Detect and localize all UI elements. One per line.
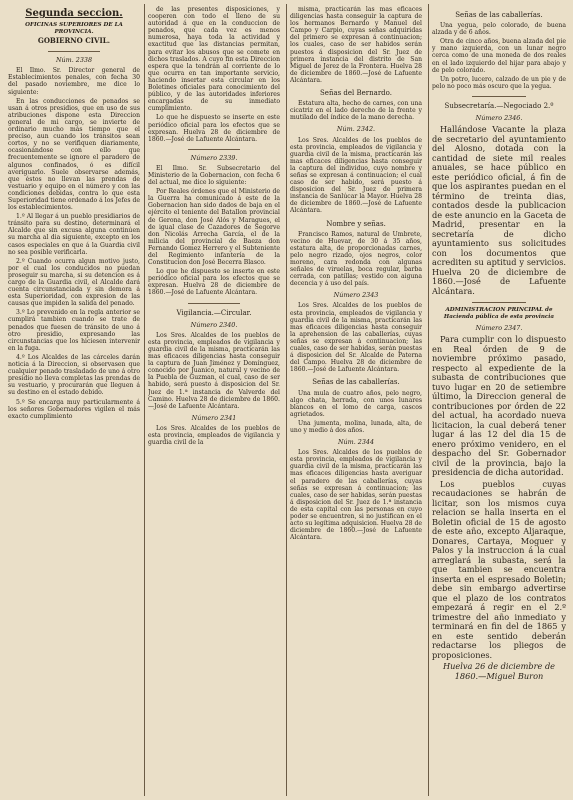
divider <box>188 303 241 304</box>
paragraph: Los pueblos cuyas recaudaciones se habrán de licitar, son los mismos cuya relacion se halla inserta en el Boletin oficial de 15 de agosto de este año, excepto Aljaraque, Donares, Cartaya, Moguer y Palos y la instruccion á la cual arreglará la subasta, será la que tambien se encuentra inserta en el espresado Boletin; debe sin embargo advertirse que el plazo de los contratos empezará á regir en el 2.º trimestre del año inmediato y terminará en fin del de 1865 y en este sentido deberán redactarse los pliegos de proposiciones. <box>432 478 566 660</box>
column-1 <box>8 6 140 422</box>
office-heading: OFICINAS SUPERIORES DE LA PROVINCIA. <box>25 22 123 35</box>
paragraph: 5.º Se encarga muy particularmente á los señores Gobernadores vigilen el más exacto cumplimiento <box>8 398 140 420</box>
divider <box>48 51 101 52</box>
paragraph: Una jumenta, molina, lunada, alta, de uno y medio á dos años. <box>290 419 422 434</box>
paragraph: Lo que he dispuesto se inserte en este periódico oficial para los efectos que se expresan. Huelva 28 de diciembre de 1860.—José de Lafuente Alcántara. <box>148 268 280 297</box>
paragraph: Los Sres. Alcaldes de los pueblos de esta provincia, empleados de vigilancia y guardia civil de la <box>148 424 280 447</box>
paragraph: Lo que he dispuesto se inserte en este periódico oficial para los efectos que se expresan. Huelva 28 de diciembre de 1860.—José de Lafuente Alcántara. <box>148 114 280 143</box>
paragraph: 2.º Cuando ocurra algun motivo justo, por el cual los conducidos no puedan proseguir su marcha, si su detencion es á cargo de la Guardia civil, el Alcalde dará cuenta circunstanciada y sin demora á esta Superioridad, con expresion de las causas que impiden la salida del penado. <box>8 257 140 308</box>
notice-number: Número 2346. <box>475 114 523 123</box>
section-title: Señas de las caballerías. <box>312 378 400 387</box>
notice-number: Número 2340. <box>190 320 238 329</box>
notice-number: Número 2343 <box>333 291 379 300</box>
paragraph: Una yegua, pelo colorado, de buena alzada y de 6 años. <box>432 22 566 37</box>
paragraph: Los Sres. Alcaldes de los pueblos de esta provincia, empleados de vigilancia y guardia civil de la misma, practicarán las mas eficaces diligencias hasta conseguir la captura de Juan Jiménez y Domínguez, conocido por Juanico, natural y vecino de la Puebla de Guzman, el cual, caso de ser habido, será puesto á disposicion del Sr. Juez de 1.ª instancia de Valverde del Camino. Huelva 28 de diciembre de 1860.—José de Lafuente Alcántara. <box>148 331 280 410</box>
column-rule <box>428 4 429 796</box>
divider <box>472 302 526 303</box>
paragraph: 3.º Lo prevenido en la regla anterior se cumplirá tambien cuando se trate de penados que fuesen de tránsito de uno á otro presidio, expresando las circunstancias que los hiciesen intervenir en la fuga. <box>8 309 140 352</box>
notice-number: Número 2339. <box>190 153 238 162</box>
column-4 <box>432 6 566 685</box>
section-title: Señas del Bernardo. <box>320 89 392 98</box>
paragraph: Estatura alta, hecho de carnes, con una cicatriz en el lado derecho de la frente y mutilado del índice de la mano derecha. <box>290 100 422 122</box>
paragraph: misma, practicarán las mas eficaces diligencias hasta conseguir la captura de los hermanos Bernardo y Manuel del Campo y Carpio, cuyas señas adquiridas del primero se expresan á continuacion; los cuales, caso de ser habidos serán puestos á disposicion del Sr. Juez de primera instancia del distrito de San Miguel de Jerez de la Frontera. Huelva 28 de diciembre de 1860.—José de Lafuente Alcántara. <box>290 6 422 84</box>
section-title: Vigilancia.—Circular. <box>176 308 252 317</box>
paragraph: de las presentes disposiciones, y cooperen con todo el lleno de su autoridad á que en la conduccion de penados, que cada vez es menos numerosa, haya toda la actividad y exactitud que las distancias permitan, para evitar los abusos que se comete en dichos traslados. A cuyo fin esta Direccion espera que la tendrán al corriente de lo que ocurra en tan importante servicio, haciendo insertar esta circular en los Boletines oficiales para conocimiento del público, y de las autoridades inferiores encargadas de su inmediato cumplimiento. <box>148 6 280 113</box>
divider <box>188 149 241 150</box>
divider <box>472 96 526 97</box>
paragraph: 1.º Al llegar á un pueblo presidiarios de tránsito para su destino, determinará el Alcalde que sin excusa alguna continúen su marcha al dia siguiente, excepto en los casos especiales en que á la Guardia civil no sea posible verificarla. <box>8 213 140 256</box>
paragraph: Una mula de cuatro años, pelo negro, algo chata, herrada, con unos lunares blancos en el lomo de carga, cascos agrietados. <box>290 389 422 418</box>
paragraph: Francisco Ramos, natural de Umbrete, vecino de Huevar, de 30 á 35 años, estatura alta, de proporcionadas carnes, pelo negro rizado, ojos negros, color moreno, cara redonda con algunas señales de viruelas, boca regular, barba cerrada, con patillas; vestido con aiguna decencia y á uso del país. <box>290 230 422 288</box>
section-heading: Segunda seccion. <box>25 8 123 19</box>
section-title: Subsecretaría.—Negociado 2.º <box>444 101 554 110</box>
notice-number: Núm. 2344 <box>337 438 375 447</box>
paragraph: Los Sres. Alcaldes de los pueblos de esta provincia, empleados de vigilancia y guardia civil de la misma, practicarán las mas eficaces diligencias hasta conseguir la captura del individuo, cuyo nombre y señas se expresan á continuacion; el cual caso de ser habido, será puesto á disposicion del Sr. Juez de primera instancia de Sanlúcar la Mayor. Huelva 28 de diciembre de 1860.—José de Lafuente Alcántara. <box>290 136 422 215</box>
paragraph: Otra de cinco años, buena alzada del pie y mano izquierda, con un lunar negro cerca como de una moneda de dos reales en el lado izquierdo del hijar para abajo y de pelo colorado. <box>432 38 566 74</box>
notice-number: Núm. 2342. <box>336 125 376 134</box>
section-title: Nombre y señas. <box>326 219 386 228</box>
paragraph: En las conducciones de penados se usan á otros presidios, que en uso de sus atribuciones dispone esta Direccion general de mi cargo, se invierte de ordinario mucho más tiempo que el preciso, aun cuando los tránsitos sean cortos, y no se verifiquen diariamente, ocasionándose con ello que frecuentemente se ignore el paradero de algunos confinados, ó es difícil averiguarlo. Suele observarse además, que éstos no llevan las prendas de vestuario y equipo en el número y con las condiciones debidas, contra lo que esta Superioridad tiene ordenado á los Jefes de los establecimientos. <box>8 97 140 212</box>
government-heading: GOBIERNO CIVIL. <box>37 36 111 46</box>
paragraph: Un potro, lucero, calzado de un pie y de pelo no poco más oscuro que la yegua. <box>432 75 566 90</box>
column-3 <box>290 6 422 543</box>
paragraph: 4.º Los Alcaldes de las cárceles darán noticia á la Direccion, si observasen que cualquier penado trasladado de uno á otro presidio no lleva completas las prendas de su vestuario, y procurarán que lleguen á su destino en el estado debido. <box>8 353 140 397</box>
column-rule <box>286 4 287 796</box>
administration-heading: ADMINISTRACION PRINCIPAL de Hacienda pública de esta provincia <box>443 307 555 320</box>
notice-number: Número 2341 <box>191 413 237 422</box>
paragraph: Para cumplir con lo dispuesto en Real órden de 9 de noviembre próximo pasado, respecto al expediente de la subasta de contribuciones que tuvo lugar en 20 de setiembre último, la Direccion general de contribuciones por órden de 22 del actual, ha acordado nueva licitacion, la cual deberá tener lugar á las 12 del dia 15 de enero próximo venidero, en el despacho del Sr. Gobernador civil de la provincia, bajo la presidencia de dicha autoridad. <box>432 334 566 478</box>
paragraph: El Ilmo. Sr. Subsecretario del Ministerio de la Gobernacion, con fecha 6 del actual, me dice lo siguiente: <box>148 164 280 187</box>
section-title: Señas de las caballerías. <box>455 11 543 19</box>
paragraph: Por Reales órdenes que el Ministerio de la Guerra ha comunicado á este de la Gobernacion han sido dados de baja en el ejército el teniente del Batallon provincial de Gerona, don José Alós y Maragues, el de igual clase de Cazadores de Segorve don Nicolás Arrecha García, el de la milicia del provincial de Baeza don Fernando Gomez Herrero y el Subteniente del Regimiento infantería de la Constitucion don José Becerra Blasco. <box>148 188 280 267</box>
column-2 <box>148 6 280 448</box>
column-rule <box>144 4 145 796</box>
notice-number: Número 2347. <box>475 324 523 333</box>
paragraph: El Ilmo. Sr. Director general de Establecimientos penales, con fecha 30 del pasado noviembre, me dice lo siguiente: <box>8 67 140 96</box>
paragraph: Los Sres. Alcaldes de los pueblos de esta provincia, empleados de vigilancia y guardia civil de la misma, practicarán las mas eficaces diligencias hasta averiguar el paradero de las caballerías, cuyas señas se expresan á continuacion; las cuales, caso de ser habidas, serán puestas á disposicion del Sr. Juez de 1.ª instancia de esta capital con las personas en cuyo poder se encuentren, si no justifican en el acto su legítima adquisicion. Huelva 28 de diciembre de 1860.—José de Lafuente Alcántara. <box>290 449 422 542</box>
signature-line: Huelva 26 de diciembre de 1860.—Miguel Buron <box>442 661 556 681</box>
paragraph: Hallándose Vacante la plaza de secretario del ayuntamiento del Alosno, dotada con la cantidad de siete mil reales anuales, se hace público en este periódico oficial, á fin de que los aspirantes puedan en el término de treinta dias, contados desde la publicacion de este anuncio en la Gaceta de Madrid, presentar en la secretaría de dicho ayuntamiento sus solicitudes con los documentos que acrediten su aptitud y servicios. Huelva 20 de diciembre de 1860.—José de Lafuente Alcántara. <box>432 124 566 296</box>
notice-number: Núm. 2338 <box>55 56 93 65</box>
paragraph: Los Sres. Alcaldes de los pueblos de esta provincia, empleados de vigilancia y guardia civil de la misma, practicarán las mas eficaces diligencias hasta conseguir la aprehension de las caballerías, cuyas señas se expresan á continuacion; las cuales, caso de ser habidas, serán puestas á disposicion del Sr. Alcalde de Paterna del Campo. Huelva 28 de diciembre de 1860.—José de Lafuente Alcántara. <box>290 302 422 374</box>
